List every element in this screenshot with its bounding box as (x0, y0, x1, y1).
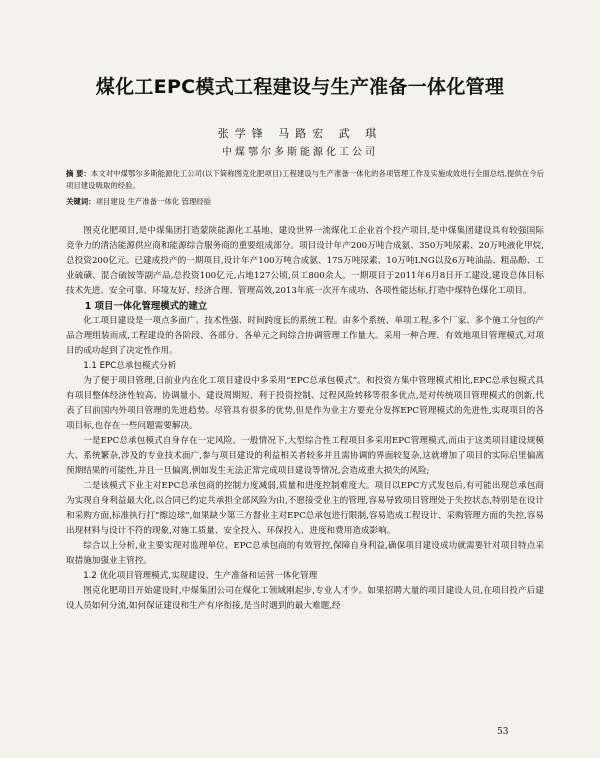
paper-title: 煤化工EPC模式工程建设与生产准备一体化管理 (95, 76, 505, 98)
keywords-label: 关键词： (66, 197, 96, 206)
paragraph: 一是EPC总承包模式自身存在一定风险。一般情况下,大型综合性工程项目多采用EPC管理模式,而由于这类项目建设规模大、系统繁杂,涉及的专业技术面广,参与项目建设的利益相关者较多并且需协调的界面较复杂,这就增加了项目的实际启里偏离预期结果的可能性,并且一旦偏离,例如发生无法正常完成项目建设等情况,会造成重大损失的风险; (66, 436, 544, 476)
abstract-text: 本文对中煤鄂尔多斯能源化工公司(以下简称图克化肥项目)工程建设与生产准备一体化的各项管理工作及实施成效进行全面总结,提供在今后项目建设吸取的经验。 (66, 169, 545, 190)
section-heading: 1 项目一体化管理模式的建立 (84, 301, 208, 312)
subsection-heading: 1.1 EPC总承包模式分析 (83, 361, 177, 371)
paragraph: 化工项目建设是一项点多面广、技术性强、时间跨度长的系统工程。由多个系统、单项工程,多个厂家、多个施工分包的产品合理组装而成,工程建设的各阶段、各部分、各单元之间综合协调管理工作量大。采用一种合理、有效地项目管理模式,对项目的成功起到了决定性作用。 (66, 316, 544, 356)
authors: 张学锋 马路宏 武 琪 (217, 127, 383, 140)
abstract (66, 168, 544, 192)
paragraph: 综合以上分析,业主要实现对监理单位、EPC总承包商的有效管控,保障自身利益,确保项目建设成功就需要针对项目特点采取措施加强业主管控。 (66, 541, 544, 566)
body-text (66, 224, 544, 614)
keywords (66, 196, 544, 208)
paragraph: 图克化肥项目开始建设时,中煤集团公司在煤化工领域刚起步,专业人才少。如果招聘大量的项目建设人员,在项目投产后建设人员如何分流,如何保证建设和生产有序衔接,是当时遇到的最大难题,经 (66, 586, 544, 611)
page-number: 53 (497, 727, 509, 737)
keywords-text: 项目建设 生产准备一体化 管理经验 (95, 197, 212, 206)
paragraph: 二是该模式下业主对EPC总承包商的控制力度减弱,质量和进度控制难度大。项目以EPC方式发包后,有可能出现总承包商为实现自身利益最大化,以合同已约定共承担全部风险为由,不愿接受业主的管理,容易导致项目管理处于失控状态,特别是在设计和采购方面,标准执行打“擦边球”,如果缺少第三方督业主对EPC总承包进行限制,容易造成工程设计、采购管理方面的失控,容易出现材料与设计不符的现象,对施工质量、安全投入、环保投入、进度和费用造成影响。 (66, 481, 544, 536)
subsection-heading: 1.2 优化项目管理模式,实现建设、生产准备和运营一体化管理 (83, 571, 318, 581)
paragraph: 为了便于项目管理,日前业内在化工项目建设中多采用“EPC总承包模式”。和投资方集中管理模式相比,EPC总承包模式具有项目整体经济性较高、协调量小、建设周期短、利于投资控制、过程风险转移等很多优点,是对传统项目管理模式的创新,代表了目前国内外项目管理的先进趋势。尽管具有很多的优势,但是作为业主方要充分发挥EPC管理模式的先进性,实现项目的各项目标,也存在一些问题需要解决。 (66, 376, 544, 431)
affiliation: 中煤鄂尔多斯能源化工公司 (222, 147, 378, 158)
abstract-label: 摘 要： (66, 169, 91, 178)
paragraph: 图克化肥项目,是中煤集团打造蒙陕能源化工基地、建设世界一流煤化工企业首个投产项目,是中煤集团建设具有较强国际竞争力的清洁能源供应商和能源综合服务商的重要组成部分。项目设计年产200万吨合成氨、350万吨尿素、20万吨液化甲烷,总投资200亿元。已建成投产的一期项目,设计年产100万吨合成氨、175万吨尿素、10万吨LNG以及6万吨油品、粗品酚、工业硫磺、混合硫铵等副产品,总投资100亿元,占地127公顷,员工800余人。一期项目于2011年6月8日开工建设,建设总体目标技术先进、安全可靠、环境友好、经济合理、管理高效,2013年底一次开车成功、各项性能达标,打造中煤特色煤化工项目。 (66, 226, 544, 296)
